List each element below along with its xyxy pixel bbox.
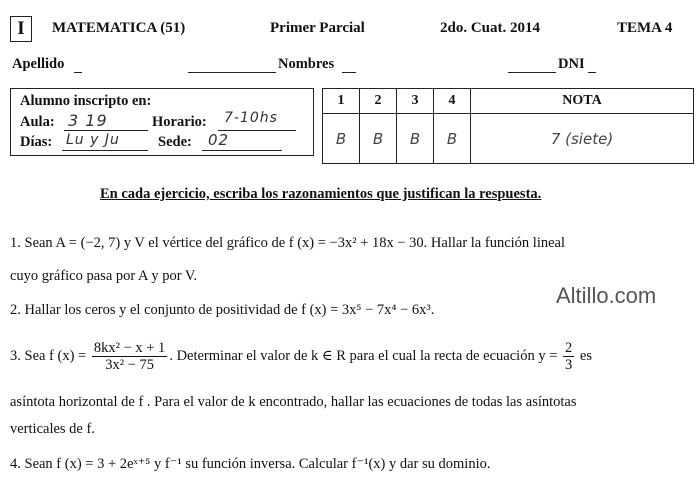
exercise-3-mid: . Determinar el valor de k ∈ R para el cual la recta de ecuación y = <box>169 347 558 364</box>
grade-header-1: 1 <box>323 89 360 114</box>
apellido-field[interactable] <box>74 72 82 73</box>
exercise-3-numerator: 8kx² − x + 1 <box>93 340 166 356</box>
exercise-3-pre: 3. Sea f (x) = <box>10 347 87 364</box>
dni-field-ext[interactable] <box>588 72 596 73</box>
grade-mark-1: B <box>323 114 360 164</box>
grade-header-row <box>323 89 694 114</box>
tema: TEMA 4 <box>617 20 673 36</box>
dias-label: Días: <box>20 134 53 150</box>
exercise-3-line-3: verticales de f. <box>10 421 95 437</box>
roman-numeral: I <box>17 18 25 39</box>
exercise-3-y-denominator: 3 <box>565 357 573 373</box>
horario-value: 7-10hs <box>224 110 278 126</box>
enrollment-title: Alumno inscripto en: <box>20 93 152 109</box>
nombres-label: Nombres <box>278 56 335 72</box>
dias-value: Lu y Ju <box>66 132 120 148</box>
aula-value: 3 19 <box>68 111 108 130</box>
instructions: En cada ejercicio, escriba los razonamientos que justifican la respuesta. <box>100 186 542 202</box>
grade-mark-4: B <box>434 114 471 164</box>
exercise-3-line-2: asíntota horizontal de f . Para el valor de k encontrado, hallar las ecuaciones de todas las asíntotas <box>10 394 577 410</box>
grade-header-2: 2 <box>360 89 397 114</box>
horario-label: Horario: <box>152 114 207 130</box>
exercise-3-y-fraction <box>563 340 574 373</box>
exercise-1-line-2: cuyo gráfico pasa por A y por V. <box>10 268 198 284</box>
dias-line <box>62 150 148 151</box>
exercise-3-line-1 <box>10 340 592 373</box>
term: 2do. Cuat. 2014 <box>440 20 541 36</box>
grade-mark-3: B <box>397 114 434 164</box>
horario-line <box>218 130 296 131</box>
grade-header-nota: NOTA <box>471 89 694 114</box>
grade-mark-nota: 7 (siete) <box>471 114 694 164</box>
exercise-3-fraction <box>92 340 167 373</box>
aula-label: Aula: <box>20 114 55 130</box>
grade-marks-row <box>323 114 694 164</box>
grade-header-3: 3 <box>397 89 434 114</box>
sede-line <box>202 150 282 151</box>
aula-line <box>64 130 148 131</box>
exercise-3-y-numerator: 2 <box>565 340 573 356</box>
nombres-field[interactable] <box>342 72 356 73</box>
watermark-logo: Altillo.com <box>556 283 657 308</box>
roman-numeral-box <box>10 16 32 42</box>
exercise-3-denominator: 3x² − 75 <box>105 357 154 373</box>
grade-header-4: 4 <box>434 89 471 114</box>
exercise-4: 4. Sean f (x) = 3 + 2eˣ⁺⁵ y f⁻¹ su función inversa. Calcular f⁻¹(x) y dar su dominio. <box>10 456 491 472</box>
exercise-2: 2. Hallar los ceros y el conjunto de positividad de f (x) = 3x⁵ − 7x⁴ − 6x³. <box>10 302 435 318</box>
exercise-3-post: es <box>576 347 592 364</box>
dni-label: DNI <box>558 56 585 72</box>
dni-field[interactable] <box>508 72 556 73</box>
apellido-field-ext[interactable] <box>188 72 276 73</box>
course-title: MATEMATICA (51) <box>52 20 186 36</box>
grade-mark-2: B <box>360 114 397 164</box>
exam-title: Primer Parcial <box>270 20 365 36</box>
grade-table <box>322 88 694 164</box>
exercise-1-line-1: 1. Sean A = (−2, 7) y V el vértice del gráfico de f (x) = −3x² + 18x − 30. Hallar la función lineal <box>10 235 565 251</box>
sede-label: Sede: <box>158 134 192 150</box>
apellido-label: Apellido <box>12 56 65 72</box>
sede-value: 02 <box>208 131 230 149</box>
